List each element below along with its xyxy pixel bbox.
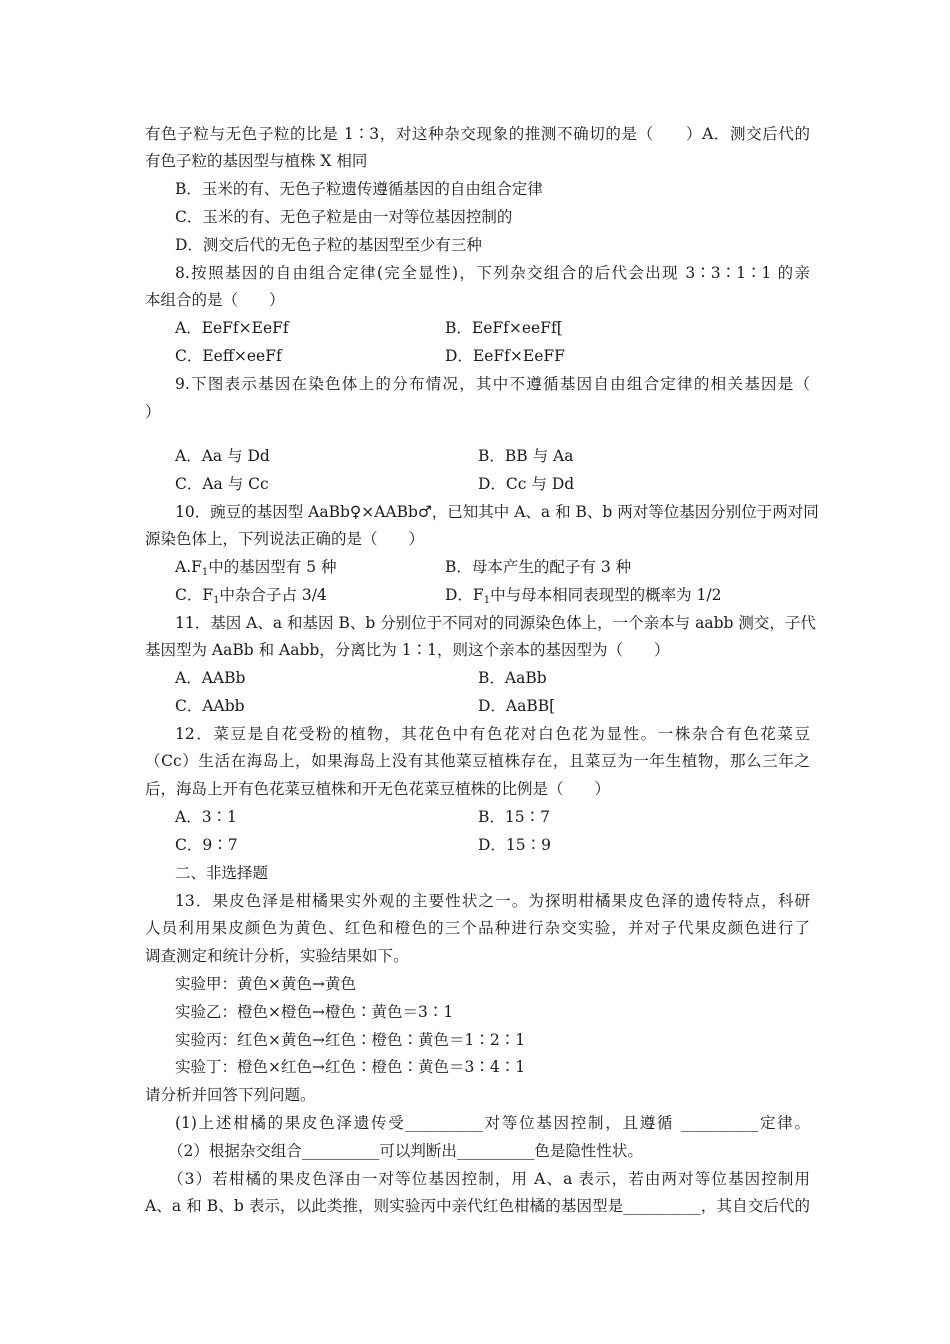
question-10-stem: 10．豌豆的基因型 AaBb♀×AABb♂，已知其中 A、a 和 B、b 两对等位基因分别位于两对同 [175,503,819,521]
q9-option-a: A．Aa 与 Dd [175,447,270,465]
q12-option-b: B．15∶7 [478,808,550,826]
q11-option-d: D．AaBB[ [478,697,556,715]
q9-option-b: B．BB 与 Aa [478,447,574,465]
text-line: 有色子粒与无色子粒的比是 1∶3，对这种杂交现象的推测不确切的是（ ）A．测交后代的 [145,125,810,143]
question-8-stem-cont: 本组合的是（ ） [145,291,285,309]
q8-option-c: C．Eeff×eeFf [175,347,282,365]
q10-option-b: B．母本产生的配子有 3 种 [445,558,632,576]
question-13-stem: 13．果皮色泽是柑橘果实外观的主要性状之一。为探明柑橘果皮色泽的遗传特点，科研 [175,892,810,910]
text-line: 请分析并回答下列问题。 [145,1086,316,1104]
text-line: C．玉米的有、无色子粒是由一对等位基因控制的 [175,208,513,226]
q12-option-a: A．3∶1 [175,808,237,826]
q9-option-d: D．Cc 与 Dd [478,475,575,493]
q11-option-b: B．AaBb [478,669,547,687]
q9-option-c: C．Aa 与 Cc [175,475,269,493]
text-line: D．测交后代的无色子粒的基因型至少有三种 [175,236,482,254]
q10-option-a: $A.F_1$中的基因型有 5 种 [175,558,337,578]
experiment-ding: 实验丁：橙色×红色→红色∶橙色∶黄色＝3∶4∶1 [175,1058,526,1076]
sub-question-3-cont: A、a 和 B、b 表示，以此类推，则实验丙中亲代红色柑橘的基因型是__________，其自交后代的 [145,1197,810,1215]
sub-question-1: (1)上述柑橘的果皮色泽遗传受__________对等位基因控制，且遵循 __________定律。 [175,1114,810,1132]
q12-option-d: D．15∶9 [478,836,552,854]
q11-option-c: C．AAbb [175,697,245,715]
question-12-stem-cont: （Cc）生活在海岛上，如果海岛上没有其他菜豆植株存在，且菜豆为一年生植物，那么三年之 [145,752,810,770]
sub-question-3: （3）若柑橘的果皮色泽由一对等位基因控制，用 A、a 表示，若由两对等位基因控制用 [168,1170,810,1188]
q8-option-a: A．EeFf×EeFf [175,319,289,337]
question-11-stem-cont: 基因型为 AaBb 和 Aabb，分离比为 1∶1，则这个亲本的基因型为（ ） [145,641,670,659]
q10-option-c: C．$F_1$中杂合子占 3/4 [175,586,327,606]
question-9-stem: 9.下图表示基因在染色体上的分布情况，其中不遵循基因自由组合定律的相关基因是（ [175,375,810,393]
q11-option-a: A．AABb [175,669,246,687]
question-11-stem: 11．基因 A、a 和基因 B、b 分别位于不同对的同源染色体上，一个亲本与 aabb 测交，子代 [175,614,816,632]
sub-question-2: （2）根据杂交组合__________可以判断出__________色是隐性性状。 [168,1142,643,1160]
question-9-stem-cont: ） [145,403,161,421]
experiment-jia: 实验甲：黄色×黄色→黄色 [175,975,356,993]
q12-option-c: C．9∶7 [175,836,238,854]
experiment-bing: 实验丙：红色×黄色→红色∶橙色∶黄色＝1∶2∶1 [175,1031,526,1049]
q8-option-b: B．EeFf×eeFf[ [445,319,563,337]
q8-option-d: D．EeFf×EeFF [445,347,565,365]
text-line: 有色子粒的基因型与植株 X 相同 [145,152,368,170]
question-13-stem-cont: 调查测定和统计分析，实验结果如下。 [145,947,409,965]
q10-option-d: D．$F_1$中与母本相同表现型的概率为 1/2 [445,586,722,606]
question-12-stem-cont: 后，海岛上开有色花菜豆植株和开无色花菜豆植株的比例是（ ） [145,780,611,798]
section-heading: 二、非选择题 [175,864,269,882]
question-10-stem-cont: 源染色体上，下列说法正确的是（ ） [145,530,425,548]
question-13-stem-cont: 人员利用果皮颜色为黄色、红色和橙色的三个品种进行杂交实验，并对子代果皮颜色进行了 [145,919,810,937]
question-8-stem: 8.按照基因的自由组合定律(完全显性)，下列杂交组合的后代会出现 3∶3∶1∶1 的亲 [175,264,810,282]
question-12-stem: 12．菜豆是自花受粉的植物，其花色中有色花对白色花为显性。一株杂合有色花菜豆 [175,725,810,743]
experiment-yi: 实验乙：橙色×橙色→橙色∶黄色＝3∶1 [175,1003,454,1021]
text-line: B．玉米的有、无色子粒遗传遵循基因的自由组合定律 [175,180,543,198]
